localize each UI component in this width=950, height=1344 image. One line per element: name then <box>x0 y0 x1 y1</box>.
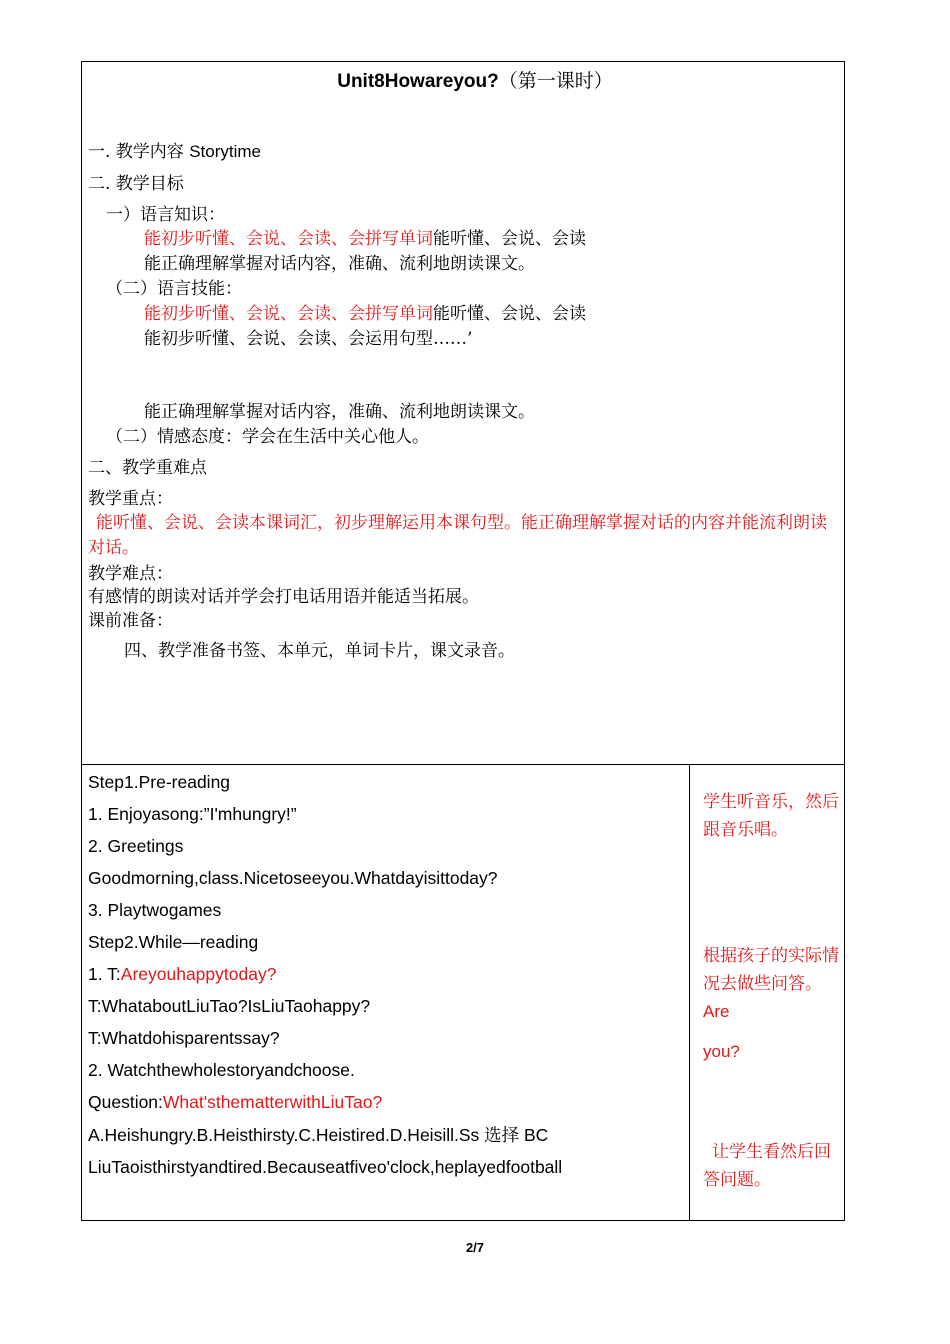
difficult-points-text: 有感情的朗读对话并学会打电话用语并能适当拓展。 <box>88 587 479 607</box>
language-skills-line2: 能初步听懂、会说、会读、会运用句型……’ <box>144 329 473 349</box>
preparation-text: 四、教学准备书签、本单元，单词卡片，课文录音。 <box>124 641 515 661</box>
section-content <box>88 142 261 162</box>
step2-question3: T:Whatdohisparentssay? <box>88 1028 280 1048</box>
side-note-3: 让学生看然后回答问题。 <box>703 1142 831 1190</box>
step2-heading: Step2.While—reading <box>88 932 259 952</box>
step2-watch: 2. Watchthewholestoryandchoose. <box>88 1060 355 1080</box>
key-difficult-heading: 二、教学重难点 <box>88 458 207 478</box>
section1-value: Storytime <box>189 142 262 161</box>
language-knowledge-line2: 能正确理解掌握对话内容，准确、流利地朗读课文。 <box>144 254 535 274</box>
language-skills-heading: （二）语言技能： <box>106 279 242 299</box>
language-skills-line3: 能正确理解掌握对话内容，准确、流利地朗读课文。 <box>144 402 535 422</box>
step2-question2: T:WhataboutLiuTao?IsLiuTaohappy? <box>88 996 371 1016</box>
difficult-points-label: 教学难点： <box>88 564 173 584</box>
step2-question: Question:What'sthematterwithLiuTao? <box>88 1092 383 1112</box>
language-knowledge-heading: 一）语言知识： <box>106 205 225 225</box>
key-points-label: 教学重点： <box>88 489 173 509</box>
section1-label: 一. 教学内容 <box>88 142 184 162</box>
greeting-text: Goodmorning,class.Nicetoseeyou.Whatdayisittoday? <box>88 868 498 888</box>
step2-options: A.Heishungry.B.Heisthirsty.C.Heistired.D.Heisill.Ss 选择 BC <box>88 1125 549 1145</box>
side-note-1: 学生听音乐，然后跟音乐唱。 <box>703 792 839 840</box>
preparation-label: 课前准备： <box>88 611 173 631</box>
title-main: Unit8Howareyou? <box>337 71 499 92</box>
page-number: 2/7 <box>465 1240 485 1255</box>
side-note-2: 根据孩子的实际情况去做些问答。Are <box>703 946 839 1021</box>
key-points-text: 能听懂、会说、会读本课词汇，初步理解运用本课句型。能正确理解掌握对话的内容并能流利朗读对话。 <box>88 513 827 558</box>
section-goals: 二. 教学目标 <box>88 174 184 194</box>
language-knowledge-line1: 能初步听懂、会说、会读、会拼写单词能听懂、会说、会读 <box>144 229 586 249</box>
step2-question1: 1. T:Areyouhappytoday? <box>88 964 277 984</box>
language-skills-line1: 能初步听懂、会说、会读、会拼写单词能听懂、会说、会读 <box>144 304 586 324</box>
emotion-attitude: （二）情感态度：学会在生活中关心他人。 <box>106 427 429 447</box>
step1-item3: 3. Playtwogames <box>88 900 222 920</box>
side-note-2-cont: you? <box>703 1042 740 1061</box>
column-divider <box>689 764 690 1221</box>
page-title <box>0 66 950 93</box>
step1-heading: Step1.Pre-reading <box>88 772 231 792</box>
step1-item1: 1. Enjoyasong:”I'mhungry!” <box>88 804 297 824</box>
title-suffix: （第一课时） <box>498 70 613 92</box>
step2-answer: LiuTaoisthirstyandtired.Becauseatfiveo'clock,heplayedfootball <box>88 1157 563 1177</box>
step1-item2: 2. Greetings <box>88 836 184 856</box>
